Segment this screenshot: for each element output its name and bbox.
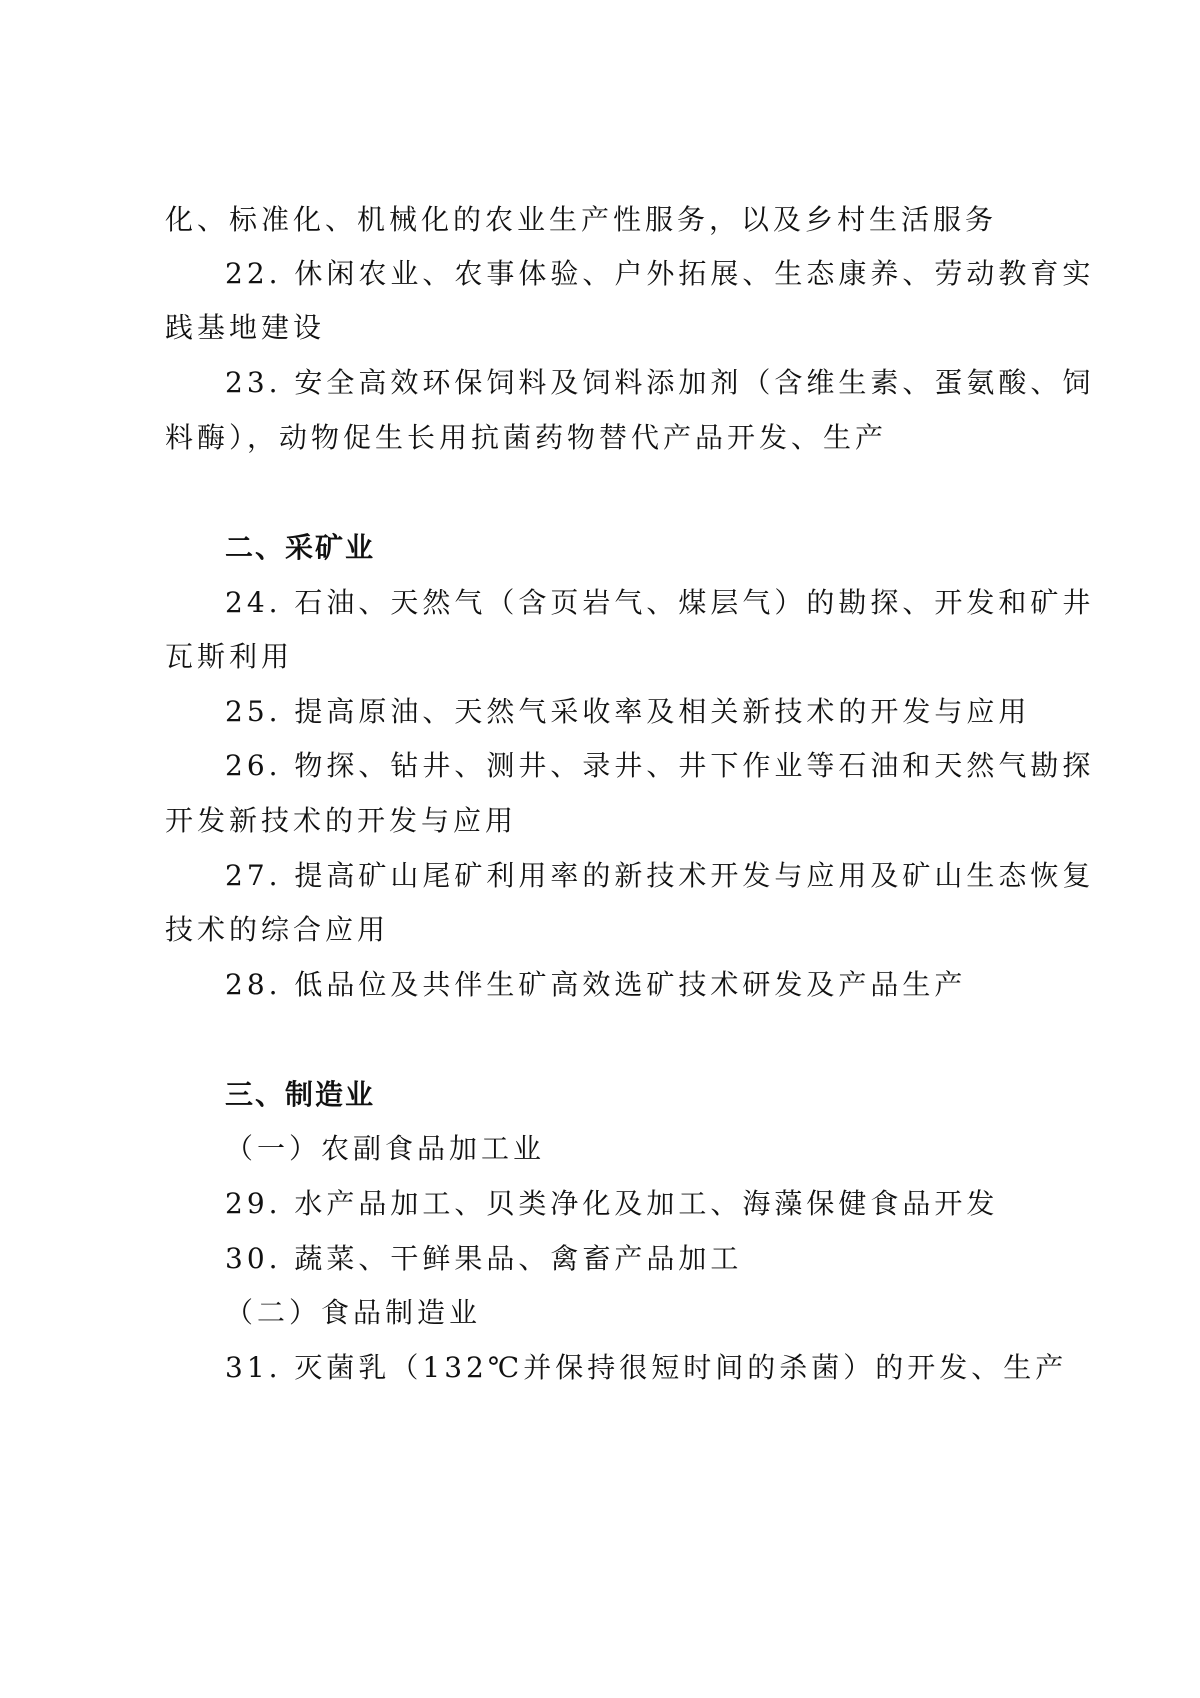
subsection-heading-agri-food: （一）农副食品加工业	[225, 1132, 546, 1165]
item-23-line-1: 23. 安全高效环保饲料及饲料添加剂（含维生素、蛋氨酸、饲	[225, 366, 1095, 399]
item-26-line-2: 开发新技术的开发与应用	[165, 804, 518, 837]
item-31: 31. 灭菌乳（132℃并保持很短时间的杀菌）的开发、生产	[225, 1351, 1068, 1384]
item-27-line-2: 技术的综合应用	[165, 913, 390, 946]
section-heading-manufacturing: 三、制造业	[225, 1078, 376, 1111]
item-29: 29. 水产品加工、贝类净化及加工、海藻保健食品开发	[225, 1187, 999, 1220]
item-25: 25. 提高原油、天然气采收率及相关新技术的开发与应用	[225, 695, 1031, 728]
section-heading-mining: 二、采矿业	[225, 531, 376, 564]
item-22-line-1: 22. 休闲农业、农事体验、户外拓展、生态康养、劳动教育实	[225, 257, 1095, 290]
item-24-line-1: 24. 石油、天然气（含页岩气、煤层气）的勘探、开发和矿井	[225, 586, 1095, 619]
subsection-heading-food: （二）食品制造业	[225, 1296, 482, 1329]
item-24-line-2: 瓦斯利用	[165, 640, 294, 673]
item-26-line-1: 26. 物探、钻井、测井、录井、井下作业等石油和天然气勘探	[225, 749, 1095, 782]
item-22-line-2: 践基地建设	[165, 311, 326, 344]
item-30: 30. 蔬菜、干鲜果品、禽畜产品加工	[225, 1242, 743, 1275]
item-23-line-2: 料酶），动物促生长用抗菌药物替代产品开发、生产	[165, 421, 888, 454]
item-28: 28. 低品位及共伴生矿高效选矿技术研发及产品生产	[225, 968, 967, 1001]
text-line: 化、标准化、机械化的农业生产性服务，以及乡村生活服务	[165, 203, 998, 236]
item-27-line-1: 27. 提高矿山尾矿利用率的新技术开发与应用及矿山生态恢复	[225, 859, 1095, 892]
